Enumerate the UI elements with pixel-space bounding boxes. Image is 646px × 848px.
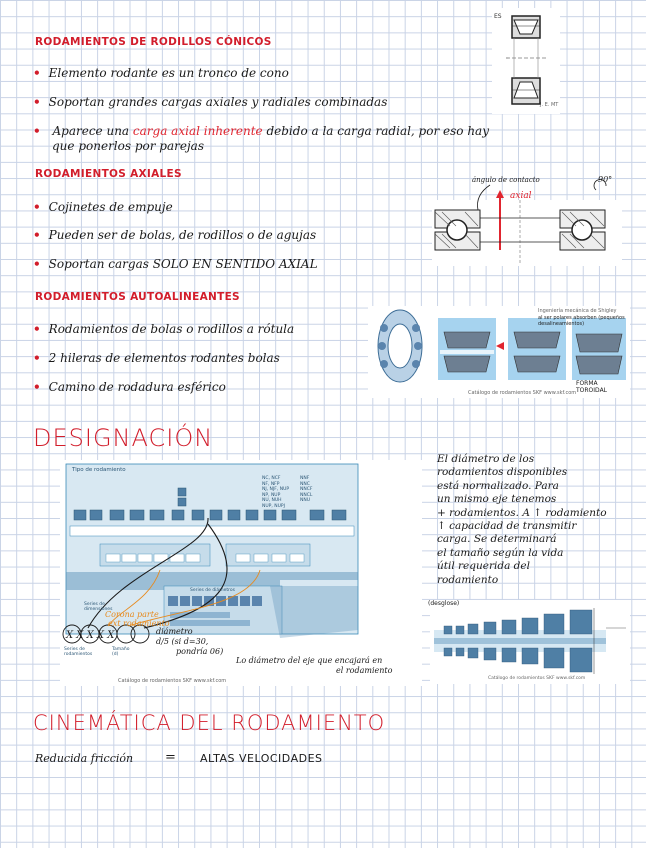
designation-explanation: El diámetro de los rodamientos disponibles está normalizado. Para un mismo eje tenemos + rodamientos. A ↑ rodamiento ↑ capacidad de transmitir carga. Se determinará el tamaño según la vida útil requerida del rodamiento	[437, 453, 607, 586]
bullet-axiales-3: • Soportan cargas SOLO EN SENTIDO AXIAL	[33, 257, 318, 271]
bullet-dot: •	[33, 257, 41, 271]
suffix-group-1: NC, NCF NF, NFP NJ, NJF, NUP NP, NUP NU, NUH NUP, NUPJ	[262, 476, 290, 509]
autoalineante-note2: al ser polares absorben (pequeños desalineamientos)	[538, 315, 625, 327]
tapered-bearing-image	[492, 8, 560, 114]
angulo-contacto-label: ángulo de contacto	[472, 176, 540, 184]
diametro-label: diámetro	[156, 627, 193, 636]
series-dimensiones-label: Series de dimensiones	[84, 602, 113, 612]
section-title-autoalineantes: RODAMIENTOS AUTOALINEANTES	[35, 291, 240, 303]
diametro-formula: d/5 (si d=30,	[156, 637, 209, 646]
shaft-bearings-image	[430, 600, 630, 684]
cinematica-left: Reducida fricción	[35, 752, 134, 765]
tapered-bearing-drawing	[492, 8, 560, 114]
bullet-dot: •	[33, 228, 41, 242]
bullet-conicos-2: • Soportan grandes cargas axiales y radiales combinadas	[33, 95, 388, 109]
section-title-conicos: RODAMIENTOS DE RODILLOS CÓNICOS	[35, 36, 272, 48]
bullet-dot: •	[33, 124, 41, 138]
cinematica-right: ALTAS VELOCIDADES	[200, 752, 323, 765]
axial-bearing-image	[420, 170, 630, 270]
bullet-autoalineantes-1: • Rodamientos de bolas o rodillos a rótula	[33, 322, 295, 336]
shaft-caption: Catálogo de rodamientos SKF www.skf.com	[488, 676, 586, 681]
series-diametros-label: Series de diámetros	[190, 588, 235, 593]
forma-toroidal-label: FORMA TOROIDAL	[576, 380, 608, 394]
bullet-conicos-3: • Aparece una carga axial inherente debido a la carga radial, por eso hay	[33, 124, 489, 138]
svg-text:X X X X X: X X X X X	[66, 630, 115, 641]
autoalineante-caption: Catálogo de rodamientos SKF www.skf.com	[468, 390, 577, 396]
self-aligning-bearing-image	[368, 306, 630, 398]
orange-note-2: ext rodamiento	[108, 619, 170, 628]
cinematica-equals: =	[165, 750, 176, 765]
bullet-autoalineantes-3: • Camino de rodadura esférico	[33, 380, 226, 394]
section-title-axiales: RODAMIENTOS AXIALES	[35, 168, 182, 180]
axial-label: axial	[510, 191, 532, 201]
bullet-dot: •	[33, 66, 41, 80]
bullet-dot: •	[33, 322, 41, 336]
bullet-dot: •	[33, 380, 41, 394]
section-title-designacion: DESIGNACIÓN	[33, 424, 214, 452]
bullet-axiales-2: • Pueden ser de bolas, de rodillos o de agujas	[33, 228, 317, 242]
diametro-formula-2: pondría 06)	[176, 647, 224, 656]
bullet-dot: •	[33, 200, 41, 214]
tipo-rodamiento-label: Tipo de rodamiento	[72, 467, 126, 473]
series-rodamientos-label: Series de rodamientos	[64, 647, 93, 657]
desglose-label: (desglose)	[428, 600, 460, 607]
eje-note-1: Lo diámetro del eje que encajará en	[236, 656, 383, 665]
bullet-conicos-3-line2: que ponerlos por parejas	[52, 139, 204, 153]
shaft-bearings-drawing	[430, 600, 630, 684]
tamano-label: Tamaño (d)	[112, 647, 130, 657]
highlight-carga-axial: carga axial inherente	[132, 124, 263, 138]
autoalineante-note: Ingeniería mecánica de Shigley	[538, 308, 617, 314]
conico-caption: J. E. MT	[540, 102, 559, 108]
bullet-dot: •	[33, 351, 41, 365]
bullet-autoalineantes-2: • 2 hileras de elementos rodantes bolas	[33, 351, 280, 365]
suffix-group-2: NNF NNC NNCF NNCL NNU	[300, 476, 313, 503]
eje-note-2: el rodamiento	[336, 666, 393, 675]
bullet-axiales-1: • Cojinetes de empuje	[33, 200, 173, 214]
axial-bearing-drawing	[420, 170, 630, 270]
bullet-conicos-1: • Elemento rodante es un tronco de cono	[33, 66, 289, 80]
orange-note-1: Corona parte	[105, 610, 159, 619]
bullet-dot: •	[33, 95, 41, 109]
svg-text:ES: ES	[494, 13, 502, 20]
section-title-cinematica: CINEMÁTICA DEL RODAMIENTO	[33, 711, 386, 735]
designation-caption: Catálogo de rodamientos SKF www.skf.com	[118, 678, 227, 684]
designation-diagram	[60, 460, 422, 686]
angle-90-label: 90°	[598, 175, 613, 184]
